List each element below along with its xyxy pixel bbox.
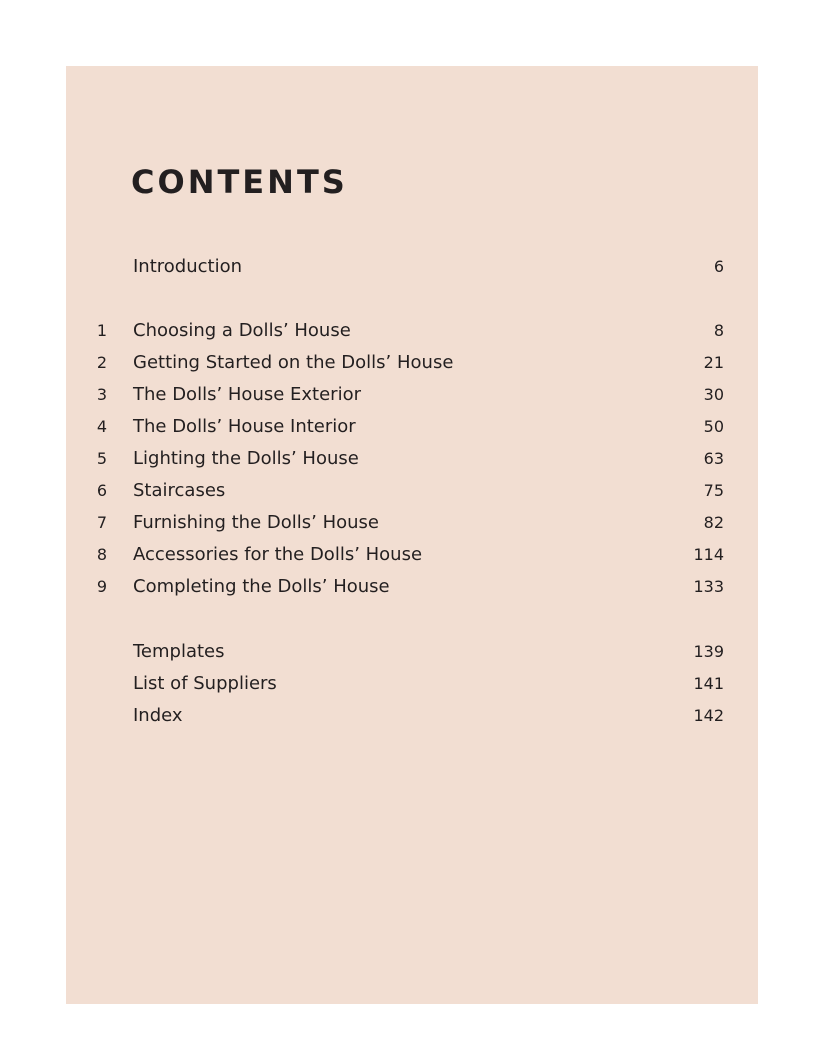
- toc-entry-page: 114: [693, 545, 724, 564]
- toc-entry-label: Accessories for the Dolls’ House: [133, 544, 423, 565]
- toc-entry-label: The Dolls’ House Interior: [133, 416, 356, 437]
- toc-entry-introduction[interactable]: [90, 253, 724, 281]
- toc-entry-page: 6: [713, 257, 724, 276]
- toc-entry-page: 133: [693, 577, 724, 596]
- chapter-number: 8: [96, 545, 108, 564]
- toc-chapter-8[interactable]: [90, 541, 724, 569]
- chapter-number: 9: [96, 577, 108, 596]
- toc-entry-index[interactable]: [90, 702, 724, 730]
- toc-entry-label: Choosing a Dolls’ House: [133, 320, 351, 341]
- toc-entry-page: 8: [713, 321, 724, 340]
- toc-chapter-6[interactable]: [90, 477, 724, 505]
- toc-chapter-2[interactable]: [90, 349, 724, 377]
- toc-entry-page: 75: [703, 481, 724, 500]
- toc-entry-page: 21: [703, 353, 724, 372]
- toc-entry-page: 50: [703, 417, 724, 436]
- chapter-number: 4: [96, 417, 108, 436]
- chapter-number: 1: [96, 321, 108, 340]
- toc-entry-label: Templates: [133, 641, 225, 662]
- chapter-number: 3: [96, 385, 108, 404]
- toc-entry-label: List of Suppliers: [133, 673, 277, 694]
- chapter-number: 7: [96, 513, 108, 532]
- toc-entry-templates[interactable]: [90, 638, 724, 666]
- toc-entry-page: 82: [703, 513, 724, 532]
- toc-entry-page: 139: [693, 642, 724, 661]
- toc-chapter-1[interactable]: [90, 317, 724, 345]
- toc-entry-label: Index: [133, 705, 183, 726]
- toc-entry-label: Introduction: [133, 256, 243, 277]
- chapter-number: 2: [96, 353, 108, 372]
- toc-entry-label: Staircases: [133, 480, 226, 501]
- chapter-number: 6: [96, 481, 108, 500]
- toc-entry-page: 142: [693, 706, 724, 725]
- toc-entry-page: 63: [703, 449, 724, 468]
- toc-chapter-4[interactable]: [90, 413, 724, 441]
- toc-entry-list-of-suppliers[interactable]: [90, 670, 724, 698]
- toc-entry-label: Completing the Dolls’ House: [133, 576, 390, 597]
- page-title: CONTENTS: [131, 163, 348, 201]
- toc-entry-label: Furnishing the Dolls’ House: [133, 512, 379, 533]
- toc-entry-label: The Dolls’ House Exterior: [133, 384, 361, 405]
- toc-chapter-5[interactable]: [90, 445, 724, 473]
- toc-chapter-9[interactable]: [90, 573, 724, 601]
- toc-entry-label: Getting Started on the Dolls’ House: [133, 352, 454, 373]
- toc-entry-page: 30: [703, 385, 724, 404]
- toc-entry-page: 141: [693, 674, 724, 693]
- chapter-number: 5: [96, 449, 108, 468]
- toc-chapter-3[interactable]: [90, 381, 724, 409]
- toc-entry-label: Lighting the Dolls’ House: [133, 448, 359, 469]
- toc-chapter-7[interactable]: [90, 509, 724, 537]
